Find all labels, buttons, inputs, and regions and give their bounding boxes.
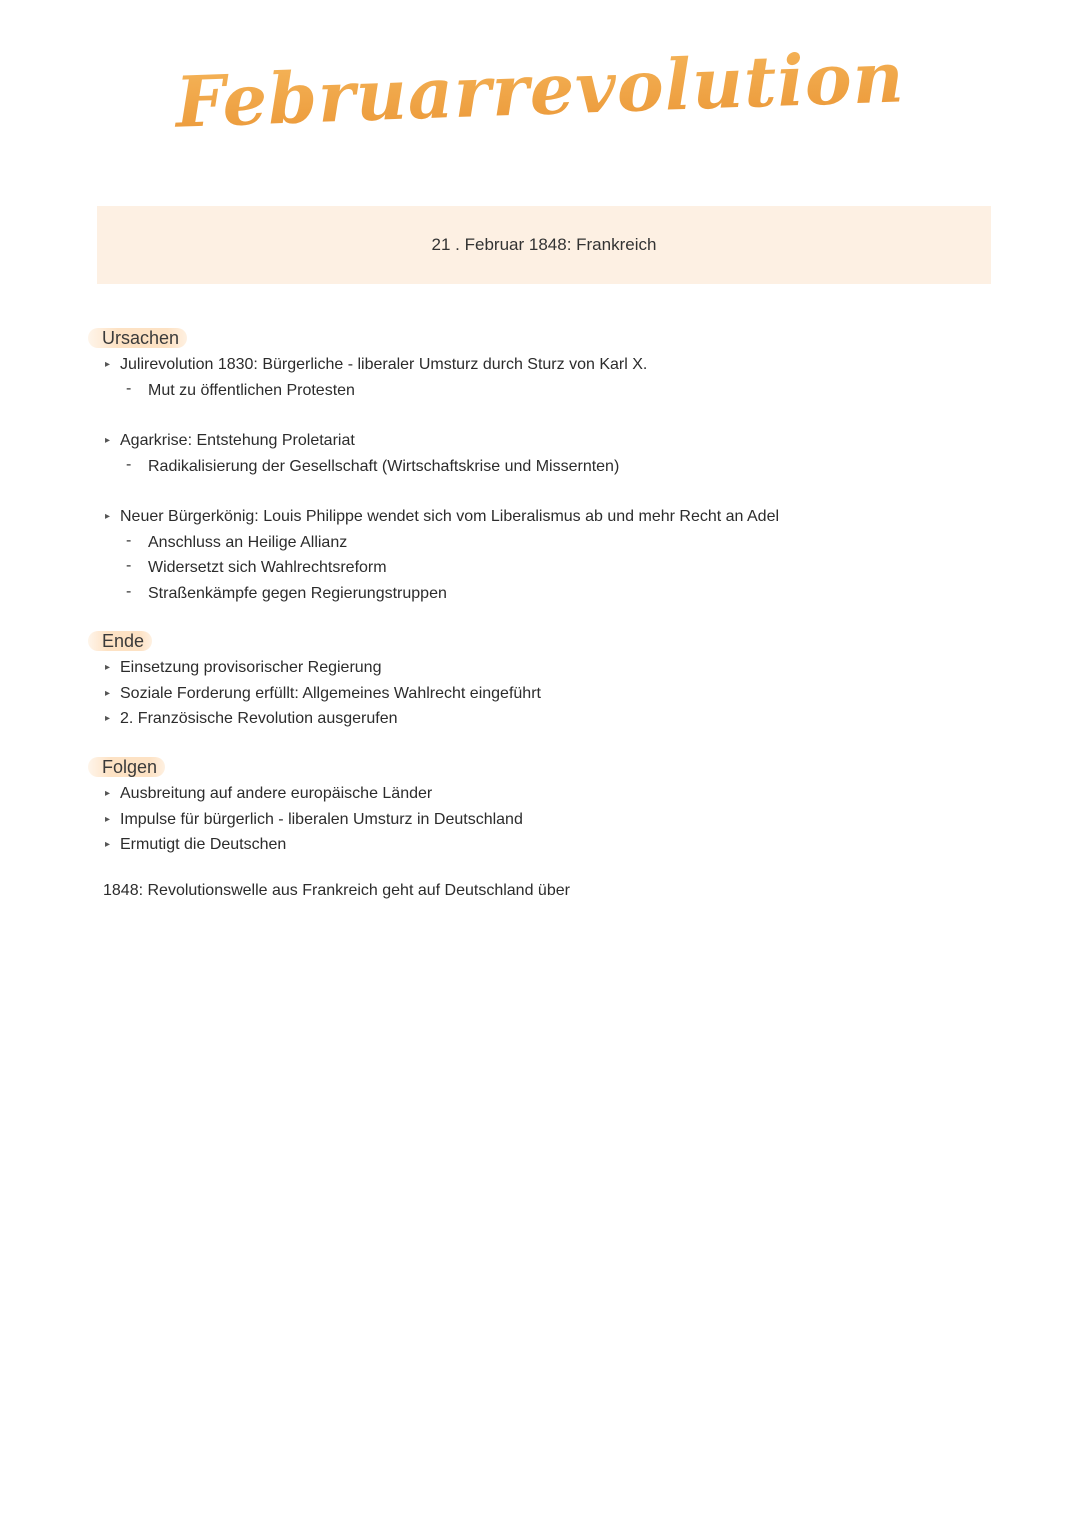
summary-note: 1848: Revolutionswelle aus Frankreich geht auf Deutschland über bbox=[103, 882, 570, 899]
page-title: Februarrevolution bbox=[0, 29, 1080, 150]
section-heading-ursachen: Ursachen bbox=[88, 328, 187, 348]
sub-list-item: - Anschluss an Heilige Allianz bbox=[88, 530, 779, 556]
section-heading-ende: Ende bbox=[88, 631, 152, 651]
sub-list-item: - Radikalisierung der Gesellschaft (Wirtschaftskrise und Missernten) bbox=[88, 454, 779, 480]
section-folgen bbox=[88, 757, 523, 858]
list-item: ▸ Neuer Bürgerkönig: Louis Philippe wendet sich vom Liberalismus ab und mehr Recht an Adel bbox=[88, 504, 779, 530]
date-line: 21 . Februar 1848: Frankreich bbox=[431, 235, 657, 254]
list-item: ▸ Ausbreitung auf andere europäische Länder bbox=[88, 781, 523, 807]
list-item: ▸ 2. Französische Revolution ausgerufen bbox=[88, 706, 541, 732]
section-ursachen bbox=[88, 328, 779, 606]
list-item: ▸ Soziale Forderung erfüllt: Allgemeines Wahlrecht eingeführt bbox=[88, 681, 541, 707]
list-item: ▸ Einsetzung provisorischer Regierung bbox=[88, 655, 541, 681]
date-banner bbox=[97, 206, 991, 284]
list-item: ▸ Impulse für bürgerlich - liberalen Umsturz in Deutschland bbox=[88, 807, 523, 833]
list-item: ▸ Julirevolution 1830: Bürgerliche - liberaler Umsturz durch Sturz von Karl X. bbox=[88, 352, 779, 378]
list-item: ▸ Ermutigt die Deutschen bbox=[88, 832, 523, 858]
list-item: ▸ Agarkrise: Entstehung Proletariat bbox=[88, 428, 779, 454]
sub-list-item: - Mut zu öffentlichen Protesten bbox=[88, 378, 779, 404]
sub-list-item: - Widersetzt sich Wahlrechtsreform bbox=[88, 555, 779, 581]
section-ende bbox=[88, 631, 541, 732]
section-heading-folgen: Folgen bbox=[88, 757, 165, 777]
sub-list-item: - Straßenkämpfe gegen Regierungstruppen bbox=[88, 581, 779, 607]
